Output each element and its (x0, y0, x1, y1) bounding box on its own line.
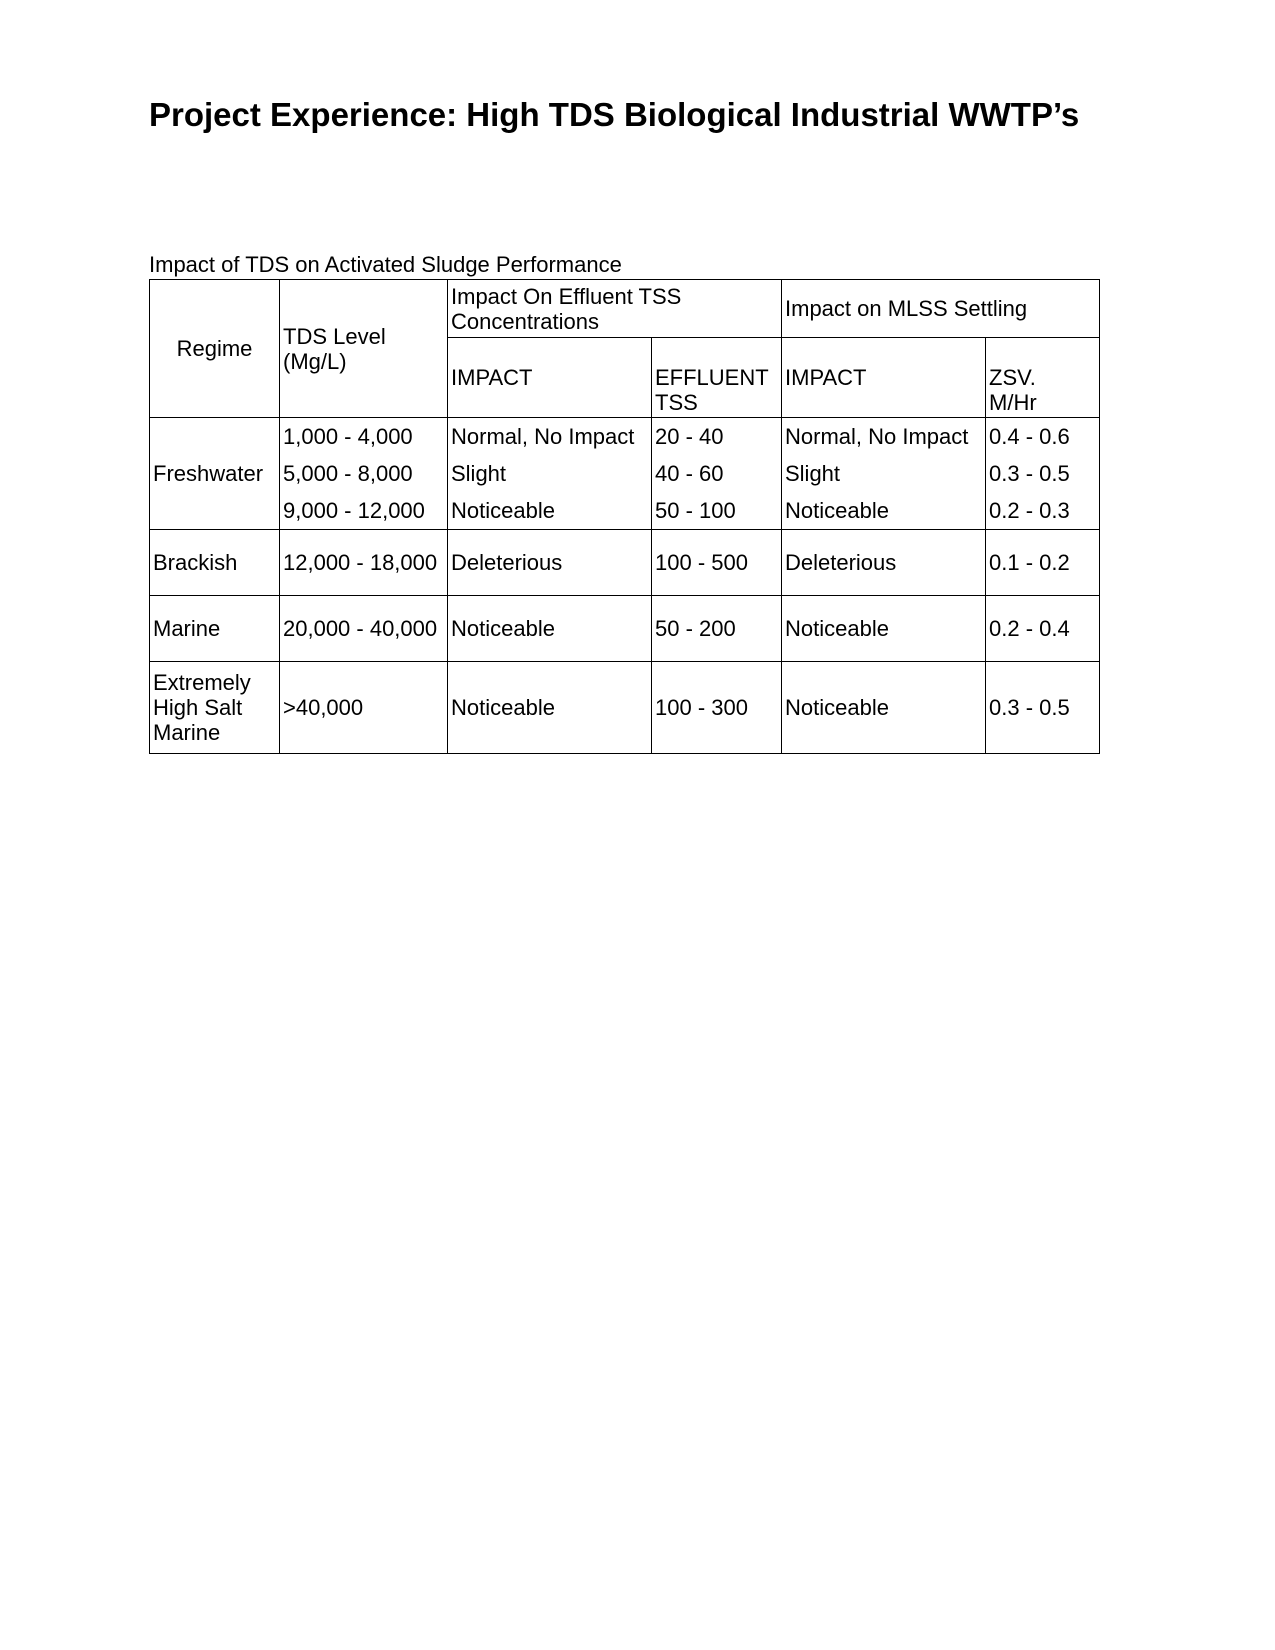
zsv-value: 0.3 - 0.5 (989, 695, 1070, 720)
header-row-top (150, 280, 1100, 338)
header-mlss-group: Impact on MLSS Settling (782, 280, 1100, 338)
mlss-impact-cell (782, 596, 986, 662)
effluent-impact-value: Noticeable (451, 695, 555, 720)
mlss-impact-cell (782, 662, 986, 754)
zsv-value: 0.2 - 0.3 (989, 498, 1070, 523)
regime-cell (150, 418, 280, 530)
regime-label: Freshwater (153, 461, 264, 486)
effluent-impact-cell (448, 662, 652, 754)
table-row (150, 662, 1100, 754)
tds-level-value: 20,000 - 40,000 (283, 616, 438, 641)
effluent-tss-cell (652, 596, 782, 662)
tds-level-value: 9,000 - 12,000 (283, 498, 425, 523)
header-effluent-tss-line-1: EFFLUENT (655, 365, 769, 390)
effluent-tss-value: 100 - 300 (655, 695, 748, 720)
effluent-impact-value: Noticeable (451, 616, 555, 641)
table-caption: Impact of TDS on Activated Sludge Performance (149, 252, 622, 277)
effluent-tss-cell (652, 662, 782, 754)
table-row (150, 596, 1100, 662)
zsv-cell (986, 530, 1100, 596)
tds-level-value: >40,000 (283, 695, 364, 720)
header-effluent-impact: IMPACT (448, 338, 652, 418)
mlss-impact-value: Slight (785, 461, 841, 486)
effluent-impact-cell (448, 596, 652, 662)
effluent-tss-value: 50 - 100 (655, 498, 736, 523)
mlss-impact-value: Normal, No Impact (785, 424, 969, 449)
header-zsv (986, 338, 1100, 418)
effluent-impact-cell (448, 418, 652, 530)
header-effluent-group (448, 280, 782, 338)
table-row (150, 530, 1100, 596)
regime-label: Brackish (153, 550, 238, 575)
mlss-impact-value: Noticeable (785, 695, 889, 720)
header-effluent-tss (652, 338, 782, 418)
tds-impact-table (149, 279, 1100, 754)
tds-level-value: 1,000 - 4,000 (283, 424, 413, 449)
header-tds-level-line-2: (Mg/L) (283, 348, 347, 374)
effluent-impact-value: Slight (451, 461, 507, 486)
header-tds-level (280, 280, 448, 418)
mlss-impact-value: Noticeable (785, 498, 889, 523)
zsv-value: 0.4 - 0.6 (989, 424, 1070, 449)
header-effluent-group-line-2: Concentrations (451, 308, 599, 334)
tds-level-value: 5,000 - 8,000 (283, 461, 413, 486)
tds-level-cell (280, 662, 448, 754)
effluent-tss-cell (652, 530, 782, 596)
regime-label: Marine (153, 616, 221, 641)
regime-label: Marine (153, 720, 221, 745)
regime-cell (150, 596, 280, 662)
header-effluent-group-line-1: Impact On Effluent TSS (451, 283, 682, 309)
tds-level-cell (280, 530, 448, 596)
header-mlss-impact: IMPACT (782, 338, 986, 418)
zsv-cell (986, 662, 1100, 754)
table-body (150, 280, 1100, 754)
mlss-impact-cell (782, 418, 986, 530)
zsv-cell (986, 596, 1100, 662)
mlss-impact-value: Noticeable (785, 616, 889, 641)
header-zsv-line-2: M/Hr (989, 390, 1037, 415)
regime-label: High Salt (153, 695, 243, 720)
effluent-tss-value: 50 - 200 (655, 616, 736, 641)
effluent-impact-value: Normal, No Impact (451, 424, 635, 449)
effluent-impact-value: Deleterious (451, 550, 563, 575)
tds-level-cell (280, 418, 448, 530)
mlss-impact-cell (782, 530, 986, 596)
header-zsv-line-1: ZSV. (989, 365, 1036, 390)
regime-label: Extremely (153, 670, 251, 695)
effluent-impact-cell (448, 530, 652, 596)
page-title: Project Experience: High TDS Biological Industrial WWTP’s (149, 96, 1080, 133)
effluent-tss-value: 40 - 60 (655, 461, 724, 486)
header-effluent-tss-line-2: TSS (655, 390, 698, 415)
regime-cell (150, 662, 280, 754)
zsv-value: 0.1 - 0.2 (989, 550, 1070, 575)
tds-level-cell (280, 596, 448, 662)
zsv-value: 0.3 - 0.5 (989, 461, 1070, 486)
effluent-tss-cell (652, 418, 782, 530)
effluent-impact-value: Noticeable (451, 498, 555, 523)
regime-cell (150, 530, 280, 596)
tds-level-value: 12,000 - 18,000 (283, 550, 438, 575)
effluent-tss-value: 20 - 40 (655, 424, 724, 449)
zsv-value: 0.2 - 0.4 (989, 616, 1070, 641)
table-row (150, 418, 1100, 530)
mlss-impact-value: Deleterious (785, 550, 897, 575)
header-regime: Regime (150, 280, 280, 418)
effluent-tss-value: 100 - 500 (655, 550, 748, 575)
zsv-cell (986, 418, 1100, 530)
header-tds-level-line-1: TDS Level (283, 323, 386, 349)
